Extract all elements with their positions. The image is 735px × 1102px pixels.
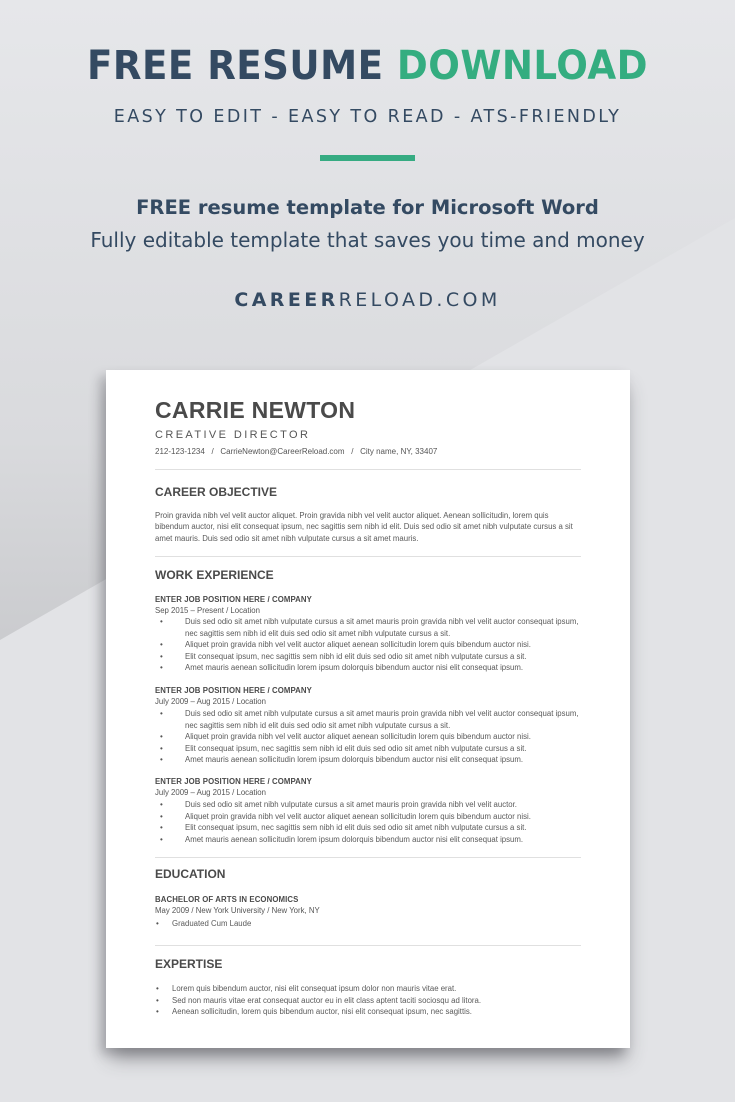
education-meta: May 2009 / New York University / New York, NY (155, 906, 320, 915)
list-item: • Lorem quis bibendum auctor, nisi elit consequat ipsum dolor non mauris vitae erat. (155, 983, 581, 995)
list-item: • Duis sed odio sit amet nibh vulputate cursus a sit amet mauris proin gravida nibh vel velit auctor consequat ipsum, nec sagittis sem nibh id elit duis sed odio sit amet nibh vulputate cursus a sit. (155, 616, 581, 639)
divider (155, 556, 581, 557)
resume-name: CARRIE NEWTON (155, 397, 356, 423)
job-title: ENTER JOB POSITION HERE / COMPANY (155, 777, 312, 786)
section-title-work: WORK EXPERIENCE (155, 568, 274, 582)
resume-contact: 212-123-1234 / CarrieNewton@CareerReload.com / City name, NY, 33407 (155, 447, 438, 456)
headline (26, 40, 710, 92)
site-bold-part: CAREER (234, 289, 339, 311)
list-item: • Aliquet proin gravida nibh vel velit auctor aliquet aenean sollicitudin lorem quis bibendum auctor nisi. (155, 811, 581, 823)
list-item: • Aliquet proin gravida nibh vel velit auctor aliquet aenean sollicitudin lorem quis bibendum auctor nisi. (155, 731, 581, 743)
degree-title: BACHELOR OF ARTS IN ECONOMICS (155, 895, 299, 904)
job-meta: Sep 2015 – Present / Location (155, 606, 260, 615)
list-item: • Elit consequat ipsum, nec sagittis sem nibh id elit duis sed odio sit amet nibh vulputate cursus a sit. (155, 743, 581, 755)
accent-divider (320, 155, 415, 161)
list-item: • Duis sed odio sit amet nibh vulputate cursus a sit amet mauris proin gravida nibh vel velit auctor. (155, 799, 581, 811)
list-item: • Elit consequat ipsum, nec sagittis sem nibh id elit duis sed odio sit amet nibh vulputate cursus a sit. (155, 822, 581, 834)
divider (155, 857, 581, 858)
list-item: • Aliquet proin gravida nibh vel velit auctor aliquet aenean sollicitudin lorem quis bibendum auctor nisi. (155, 639, 581, 651)
resume-role: CREATIVE DIRECTOR (155, 429, 311, 441)
feature-subline: EASY TO EDIT - EASY TO READ - ATS-FRIENDLY (113, 107, 622, 127)
site-regular-part: RELOAD.COM (338, 289, 501, 311)
section-title-objective: CAREER OBJECTIVE (155, 485, 278, 499)
divider (155, 469, 581, 470)
site-logo-text (0, 288, 735, 312)
section-title-education: EDUCATION (155, 867, 226, 881)
job-meta: July 2009 – Aug 2015 / Location (155, 788, 266, 797)
divider (155, 945, 581, 946)
objective-text: Proin gravida nibh vel velit auctor aliquet. Proin gravida nibh vel velit auctor aliquet. Aenean sollicitudin, lorem quis bibendum auctor, nisi elit consequat ipsum, nec sagittis sem nibh id elit. Duis sed odio sit amet nibh vulputate cursus a sit amet mauris. Duis sed odio sit amet nibh vulputate cursus a sit amet mauris. (155, 511, 573, 543)
resume-preview-page (106, 370, 630, 1048)
list-item: • Amet mauris aenean sollicitudin lorem ipsum dolorquis bibendum auctor nisi elit consequat ipsum. (155, 754, 581, 766)
list-item: • Duis sed odio sit amet nibh vulputate cursus a sit amet mauris proin gravida nibh vel velit auctor consequat ipsum, nec sagittis sem nibh id elit duis sed odio sit amet nibh vulputate cursus a sit. (155, 708, 581, 731)
job-bullets (155, 799, 581, 845)
list-item: • Graduated Cum Laude (155, 918, 581, 930)
tagline-bold: FREE resume template for Microsoft Word (136, 196, 599, 219)
list-item: • Aenean sollicitudin, lorem quis bibendum auctor, nisi elit consequat ipsum, nec sagittis. (155, 1006, 581, 1018)
job-bullets (155, 708, 581, 766)
education-bullets (155, 918, 581, 930)
tagline-regular: Fully editable template that saves you time and money (90, 228, 645, 252)
list-item: • Amet mauris aenean sollicitudin lorem ipsum dolorquis bibendum auctor nisi elit consequat ipsum. (155, 834, 581, 846)
list-item: • Sed non mauris vitae erat consequat auctor eu in elit class aptent taciti sociosqu ad litora. (155, 995, 581, 1007)
list-item: • Amet mauris aenean sollicitudin lorem ipsum dolorquis bibendum auctor nisi elit consequat ipsum. (155, 662, 581, 674)
list-item: • Elit consequat ipsum, nec sagittis sem nibh id elit duis sed odio sit amet nibh vulputate cursus a sit. (155, 651, 581, 663)
job-bullets (155, 616, 581, 674)
headline-dark-part: FREE RESUME (87, 43, 384, 89)
job-title: ENTER JOB POSITION HERE / COMPANY (155, 595, 312, 604)
expertise-bullets (155, 983, 581, 1018)
headline-green-part: DOWNLOAD (396, 43, 648, 89)
job-title: ENTER JOB POSITION HERE / COMPANY (155, 686, 312, 695)
job-meta: July 2009 – Aug 2015 / Location (155, 697, 266, 706)
section-title-expertise: EXPERTISE (155, 957, 223, 971)
